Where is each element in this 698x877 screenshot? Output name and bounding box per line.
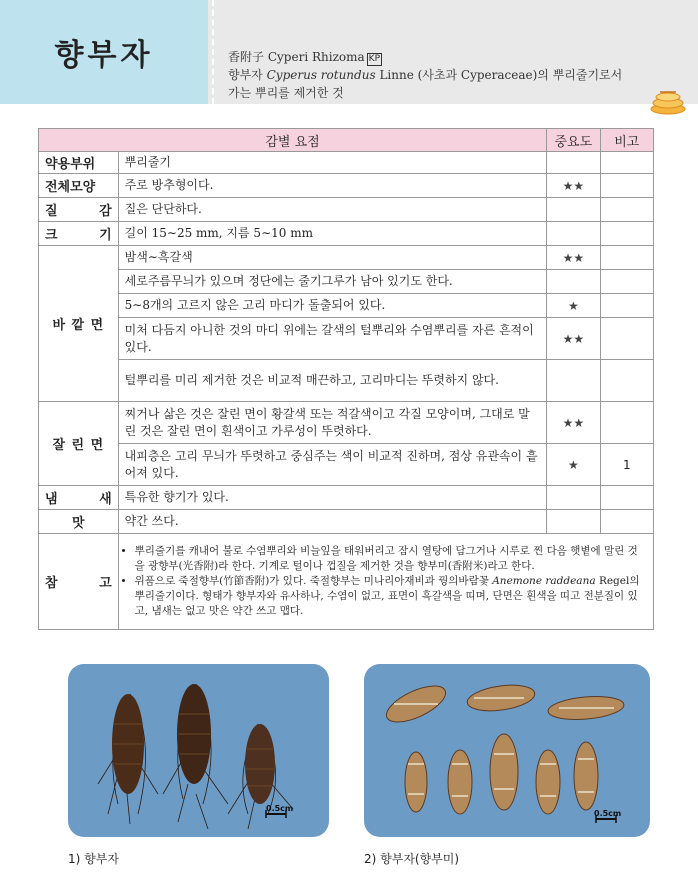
- photo-peeled-rhizome: [364, 664, 650, 837]
- row-label: 참 고: [39, 534, 119, 630]
- row-text: 약간 쓰다.: [118, 510, 546, 534]
- importance-cell: ★: [547, 294, 600, 318]
- remark-cell: [600, 152, 653, 174]
- row-label-surface: 바 깥 면: [39, 246, 119, 402]
- row-text: 특유한 향기가 있다.: [118, 486, 546, 510]
- importance-cell: ★★: [547, 246, 600, 270]
- note-item: • 위품으로 죽절향부(竹節香附)가 있다. 죽절향부는 미나리아재비과 꿩의바람꽃 Anemone raddeana Regel의 뿌리줄기이다. 형태가 향부자와 유사하나, 수염이 없고, 표면이 흑갈색을 띠며, 단면은 흰색을 띠고 전분질이 있고, 냄새는 없고 맛은 약간 쓰고 맵다.: [135, 574, 647, 619]
- note-cell: [118, 534, 653, 630]
- remark-cell: [600, 198, 653, 222]
- table-row-note: [39, 534, 654, 630]
- table-row: [39, 222, 654, 246]
- photo-caption: 1) 향부자: [68, 852, 119, 866]
- table-row: [39, 486, 654, 510]
- remark-cell: [600, 174, 653, 198]
- remark-cell: [600, 246, 653, 270]
- remark-cell: 1: [600, 444, 653, 486]
- row-text: 내피층은 고리 무늬가 뚜렷하고 중심주는 색이 비교적 진하며, 점상 유관속이 흩어져 있다.: [118, 444, 546, 486]
- note-item: • 뿌리줄기를 캐내어 불로 수염뿌리와 비늘잎을 태워버리고 잠시 열탕에 담그거나 시루로 찐 다음 햇볕에 말린 것을 광향부(光香附)라 한다. 기계로 털이나 껍질을 제거한 것을 향부미(香附米)라고 한다.: [135, 544, 647, 574]
- remark-cell: [600, 360, 653, 402]
- row-label: 맛: [39, 510, 119, 534]
- row-label-cut: 잘 린 면: [39, 402, 119, 486]
- importance-cell: [547, 270, 600, 294]
- row-text: 길이 15∼25 mm, 지름 5∼10 mm: [118, 222, 546, 246]
- remark-cell: [600, 486, 653, 510]
- remark-cell: [600, 270, 653, 294]
- table-row: [39, 360, 654, 402]
- remark-cell: [600, 402, 653, 444]
- dashed-divider: [212, 0, 214, 104]
- table-row: [39, 270, 654, 294]
- remark-cell: [600, 294, 653, 318]
- row-label: 크 기: [39, 222, 119, 246]
- importance-cell: ★★: [547, 174, 600, 198]
- remark-cell: [600, 222, 653, 246]
- col-header-key: 감별 요점: [39, 129, 547, 152]
- herb-bundle-icon: [648, 86, 688, 116]
- row-text: 세로주름무늬가 있으며 정단에는 줄기그루가 남아 있기도 한다.: [118, 270, 546, 294]
- table-row: [39, 444, 654, 486]
- row-text: 털뿌리를 미리 제거한 것은 비교적 매끈하고, 고리마디는 뚜렷하지 않다.: [118, 360, 546, 402]
- table-row: [39, 402, 654, 444]
- row-label: 전체모양: [39, 174, 119, 198]
- importance-cell: [547, 510, 600, 534]
- importance-cell: ★★: [547, 402, 600, 444]
- table-row: [39, 198, 654, 222]
- table-row: [39, 294, 654, 318]
- page-title: 향부자: [54, 38, 154, 73]
- row-label: 약용부위: [39, 152, 119, 174]
- row-label: 질 감: [39, 198, 119, 222]
- row-text: 질은 단단하다.: [118, 198, 546, 222]
- header-description: [228, 48, 658, 102]
- table-row: [39, 174, 654, 198]
- row-text: 밤색∼흑갈색: [118, 246, 546, 270]
- importance-cell: [547, 360, 600, 402]
- remark-cell: [600, 318, 653, 360]
- header-line-1: 香附子 Cyperi Rhizoma KP: [228, 50, 381, 64]
- remark-cell: [600, 510, 653, 534]
- photo-whole-rhizome: [68, 664, 329, 837]
- row-text: 미처 다듬지 아니한 것의 마디 위에는 갈색의 털뿌리와 수염뿌리를 자른 흔적이 있다.: [118, 318, 546, 360]
- kp-badge: KP: [368, 54, 381, 64]
- title-box: [0, 0, 208, 104]
- importance-cell: ★: [547, 444, 600, 486]
- col-header-importance: 중요도: [547, 129, 600, 152]
- table-row: [39, 318, 654, 360]
- photo-caption: 2) 향부자(향부미): [364, 852, 460, 866]
- table-row: [39, 152, 654, 174]
- header-line-3: 가는 뿌리를 제거한 것: [228, 86, 344, 100]
- importance-cell: ★★: [547, 318, 600, 360]
- table-row: [39, 246, 654, 270]
- importance-cell: [547, 486, 600, 510]
- row-text: 5∼8개의 고르지 않은 고리 마디가 돌출되어 있다.: [118, 294, 546, 318]
- importance-cell: [547, 222, 600, 246]
- row-text: 뿌리줄기: [118, 152, 546, 174]
- row-text: 찌거나 삶은 것은 잘린 면이 황갈색 또는 적갈색이고 각질 모양이며, 그대로 말린 것은 잘린 면이 흰색이고 가루성이 뚜렷하다.: [118, 402, 546, 444]
- importance-cell: [547, 198, 600, 222]
- row-label: 냄 새: [39, 486, 119, 510]
- col-header-remark: 비고: [600, 129, 653, 152]
- row-text: 주로 방추형이다.: [118, 174, 546, 198]
- scale-label: 0.5cm: [594, 809, 622, 818]
- table-header-row: [39, 129, 654, 152]
- header-line-2: 향부자 Cyperus rotundus Linne (사초과 Cyperaceae)의 뿌리줄기로서: [228, 68, 623, 82]
- identification-table: [38, 128, 654, 630]
- note-list: [125, 544, 647, 619]
- table-row: [39, 510, 654, 534]
- scale-label: 0.5cm: [266, 804, 294, 813]
- importance-cell: [547, 152, 600, 174]
